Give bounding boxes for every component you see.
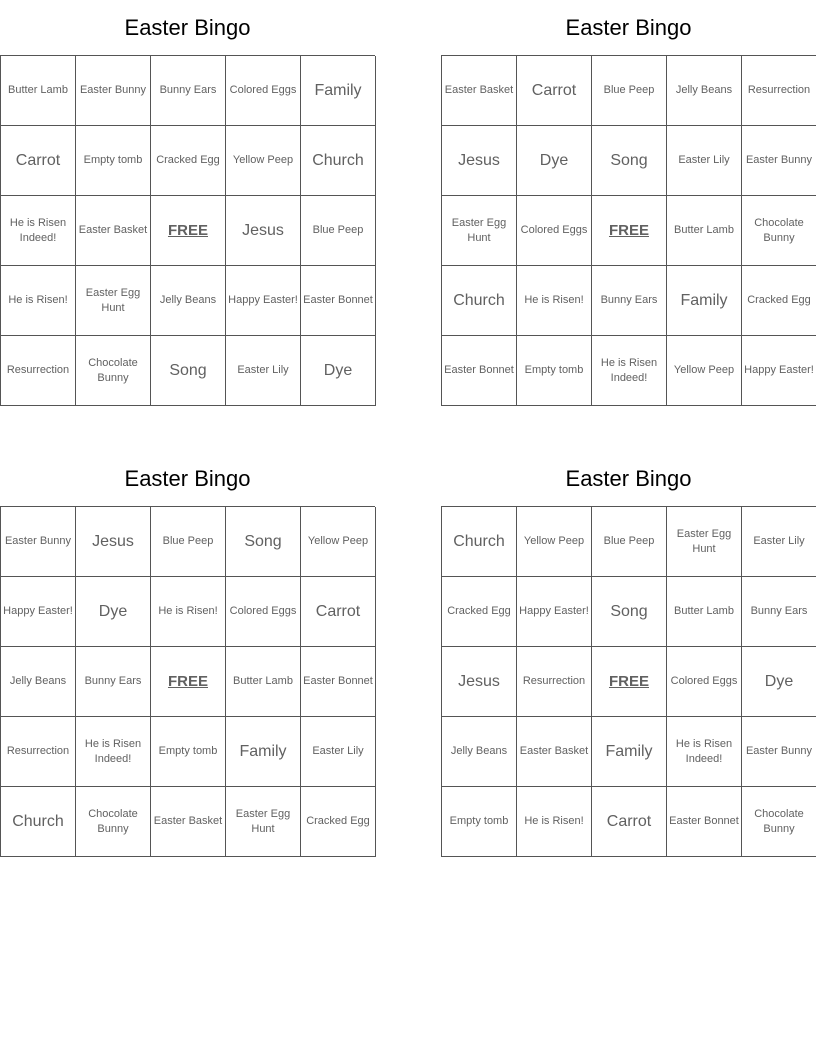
bingo-cell: Easter Egg Hunt: [667, 507, 742, 577]
bingo-cell: Chocolate Bunny: [76, 336, 151, 406]
bingo-cell: Empty tomb: [151, 717, 226, 787]
bingo-cell: Family: [667, 266, 742, 336]
bingo-cell: He is Risen!: [1, 266, 76, 336]
bingo-cell: Jelly Beans: [151, 266, 226, 336]
bingo-cell: Bunny Ears: [76, 647, 151, 717]
free-space: FREE: [151, 196, 226, 266]
bingo-cell: He is Risen!: [517, 787, 592, 857]
bingo-grid: [441, 55, 816, 406]
bingo-cell: Jelly Beans: [442, 717, 517, 787]
bingo-cell: Yellow Peep: [226, 126, 301, 196]
card-title: Easter Bingo: [565, 15, 692, 40]
bingo-cell: Butter Lamb: [1, 56, 76, 126]
bingo-cell: Chocolate Bunny: [742, 787, 816, 857]
bingo-grid: [0, 55, 375, 406]
bingo-cell: Family: [592, 717, 667, 787]
bingo-cell: He is Risen Indeed!: [1, 196, 76, 266]
bingo-cell: Song: [592, 577, 667, 647]
bingo-cell: Blue Peep: [301, 196, 376, 266]
bingo-cell: Bunny Ears: [742, 577, 816, 647]
bingo-cell: Empty tomb: [442, 787, 517, 857]
bingo-cell: Resurrection: [1, 336, 76, 406]
bingo-cell: Colored Eggs: [226, 56, 301, 126]
bingo-cell: He is Risen Indeed!: [76, 717, 151, 787]
bingo-cell: Easter Lily: [667, 126, 742, 196]
bingo-cell: Blue Peep: [592, 507, 667, 577]
bingo-cell: Happy Easter!: [226, 266, 301, 336]
free-space: FREE: [592, 647, 667, 717]
bingo-cell: Easter Egg Hunt: [226, 787, 301, 857]
bingo-cell: Easter Lily: [742, 507, 816, 577]
bingo-cell: Cracked Egg: [742, 266, 816, 336]
bingo-cell: Dye: [301, 336, 376, 406]
bingo-cell: Butter Lamb: [667, 577, 742, 647]
bingo-cell: Butter Lamb: [226, 647, 301, 717]
bingo-cell: Jesus: [226, 196, 301, 266]
bingo-cell: Blue Peep: [151, 507, 226, 577]
bingo-card-2: [441, 0, 816, 406]
bingo-cell: Carrot: [517, 56, 592, 126]
bingo-cell: Church: [442, 266, 517, 336]
bingo-cell: Yellow Peep: [517, 507, 592, 577]
bingo-cell: Butter Lamb: [667, 196, 742, 266]
bingo-cell: Easter Lily: [226, 336, 301, 406]
bingo-cell: Resurrection: [517, 647, 592, 717]
bingo-cell: Jelly Beans: [1, 647, 76, 717]
bingo-cell: Carrot: [301, 577, 376, 647]
bingo-cell: Jesus: [442, 647, 517, 717]
bingo-cell: Easter Egg Hunt: [442, 196, 517, 266]
bingo-cell: Chocolate Bunny: [742, 196, 816, 266]
bingo-cell: Cracked Egg: [301, 787, 376, 857]
bingo-cell: Colored Eggs: [667, 647, 742, 717]
bingo-cell: Colored Eggs: [517, 196, 592, 266]
bingo-cell: Dye: [76, 577, 151, 647]
bingo-cell: Empty tomb: [76, 126, 151, 196]
bingo-card-4: [441, 451, 816, 857]
bingo-cell: Yellow Peep: [667, 336, 742, 406]
bingo-cell: Yellow Peep: [301, 507, 376, 577]
bingo-cell: Cracked Egg: [442, 577, 517, 647]
bingo-cell: Easter Bunny: [742, 126, 816, 196]
bingo-cell: He is Risen!: [151, 577, 226, 647]
bingo-cell: Bunny Ears: [592, 266, 667, 336]
bingo-cell: Church: [301, 126, 376, 196]
bingo-cell: Blue Peep: [592, 56, 667, 126]
bingo-cell: Easter Bunny: [1, 507, 76, 577]
bingo-cell: Happy Easter!: [1, 577, 76, 647]
bingo-grid: [0, 506, 375, 857]
bingo-cell: Easter Egg Hunt: [76, 266, 151, 336]
bingo-cell: Chocolate Bunny: [76, 787, 151, 857]
bingo-cell: Happy Easter!: [517, 577, 592, 647]
bingo-cell: Song: [151, 336, 226, 406]
bingo-cell: Colored Eggs: [226, 577, 301, 647]
bingo-cell: Church: [442, 507, 517, 577]
bingo-cell: Family: [301, 56, 376, 126]
bingo-grid: [441, 506, 816, 857]
bingo-cell: Family: [226, 717, 301, 787]
bingo-cell: Carrot: [592, 787, 667, 857]
bingo-cell: Easter Lily: [301, 717, 376, 787]
bingo-cell: Easter Bonnet: [301, 266, 376, 336]
bingo-cell: Resurrection: [1, 717, 76, 787]
bingo-cell: Song: [226, 507, 301, 577]
bingo-cell: He is Risen Indeed!: [592, 336, 667, 406]
bingo-cell: Easter Bonnet: [667, 787, 742, 857]
bingo-cell: Easter Bunny: [76, 56, 151, 126]
bingo-cell: Dye: [742, 647, 816, 717]
bingo-cell: Easter Bonnet: [442, 336, 517, 406]
bingo-cell: Happy Easter!: [742, 336, 816, 406]
bingo-cell: Bunny Ears: [151, 56, 226, 126]
bingo-cell: Resurrection: [742, 56, 816, 126]
bingo-cell: Jesus: [76, 507, 151, 577]
free-space: FREE: [592, 196, 667, 266]
bingo-cell: Easter Basket: [76, 196, 151, 266]
bingo-cell: Easter Basket: [442, 56, 517, 126]
bingo-card-1: [0, 0, 375, 406]
bingo-cell: Empty tomb: [517, 336, 592, 406]
bingo-cell: Song: [592, 126, 667, 196]
bingo-cell: Easter Bunny: [742, 717, 816, 787]
card-title: Easter Bingo: [565, 466, 692, 491]
bingo-cell: Easter Basket: [151, 787, 226, 857]
free-space: FREE: [151, 647, 226, 717]
bingo-cell: Cracked Egg: [151, 126, 226, 196]
bingo-card-3: [0, 451, 375, 857]
bingo-cell: Jesus: [442, 126, 517, 196]
bingo-cell: Church: [1, 787, 76, 857]
card-title: Easter Bingo: [124, 466, 251, 491]
bingo-cell: Easter Basket: [517, 717, 592, 787]
bingo-cell: Carrot: [1, 126, 76, 196]
bingo-cell: He is Risen Indeed!: [667, 717, 742, 787]
bingo-cell: Jelly Beans: [667, 56, 742, 126]
bingo-cell: He is Risen!: [517, 266, 592, 336]
card-title: Easter Bingo: [124, 15, 251, 40]
bingo-cell: Easter Bonnet: [301, 647, 376, 717]
bingo-cell: Dye: [517, 126, 592, 196]
